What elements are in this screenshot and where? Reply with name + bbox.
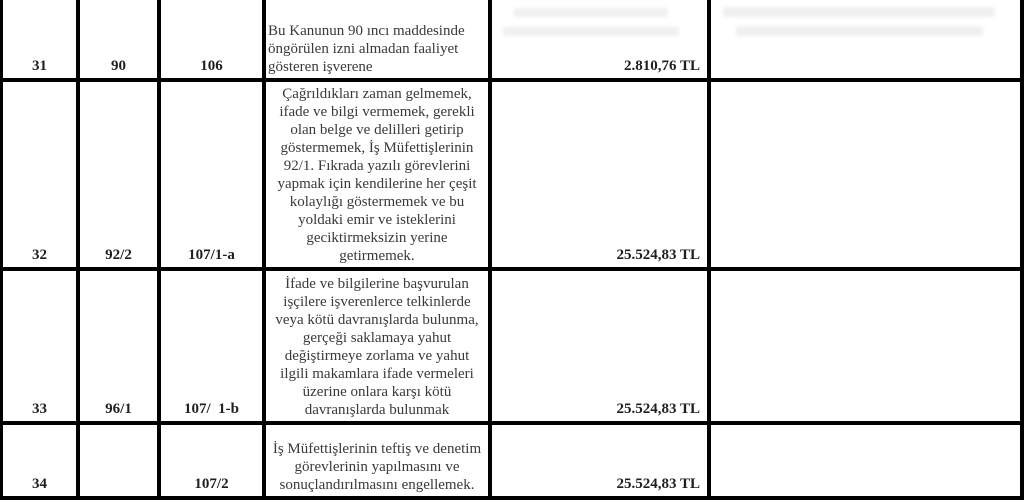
cell-row34-madde — [80, 425, 161, 500]
cell-row31-note — [711, 0, 1024, 82]
cell-row32-fikra: 107/1-a — [161, 82, 266, 271]
scan-artifact — [723, 7, 995, 17]
scan-artifact — [503, 27, 679, 36]
scan-artifact — [514, 8, 669, 17]
cell-row31-amount — [492, 0, 711, 82]
cell-row32-desc: Çağrıldıkları zaman gelmemek, ifade ve bilgi vermemek, gerekli olan belge ve delilleri getirip göstermemek, İş Müfettişlerinin 92/1. Fıkrada yazılı görevlerini yapmak için kendilerine her çeşit kolaylığı göstermemek ve bu yoldaki emir ve isteklerini geciktirmeksizin yerine getirmemek. — [266, 82, 492, 271]
cell-row31-desc: Bu Kanunun 90 ıncı maddesinde öngörülen izni almadan faaliyet gösteren işverene — [266, 0, 492, 82]
cell-row34-no: 34 — [3, 425, 80, 500]
cell-row33-no: 33 — [3, 271, 80, 425]
cell-row34-desc: İş Müfettişlerinin teftiş ve denetim görevlerinin yapılmasını ve sonuçlandırılmasını engellemek. — [266, 425, 492, 500]
amount-text: 2.810,76 TL — [624, 58, 700, 74]
cell-row31-fikra: 106 — [161, 0, 266, 82]
cell-row31-madde: 90 — [80, 0, 161, 82]
cell-row33-madde: 96/1 — [80, 271, 161, 425]
cell-row32-note — [711, 82, 1024, 271]
scan-artifact — [736, 26, 983, 36]
cell-row33-desc: İfade ve bilgilerine başvurulan işçilere işverenlerce telkinlerde veya kötü davranışlarda bulunma, gerçeği saklamaya yahut değiştirmeye zorlama ve yahut ilgili makamlara ifade vermeleri üzerine onlara karşı kötü davranışlarda bulunmak — [266, 271, 492, 425]
cell-row34-note — [711, 425, 1024, 500]
cell-row32-amount: 25.524,83 TL — [492, 82, 711, 271]
cell-row33-amount: 25.524,83 TL — [492, 271, 711, 425]
cell-row34-fikra: 107/2 — [161, 425, 266, 500]
cell-row32-no: 32 — [3, 82, 80, 271]
cell-row31-no: 31 — [3, 0, 80, 82]
cell-row33-fikra: 107/ 1-b — [161, 271, 266, 425]
cell-row34-amount: 25.524,83 TL — [492, 425, 711, 500]
cell-row32-madde: 92/2 — [80, 82, 161, 271]
cell-row33-note — [711, 271, 1024, 425]
